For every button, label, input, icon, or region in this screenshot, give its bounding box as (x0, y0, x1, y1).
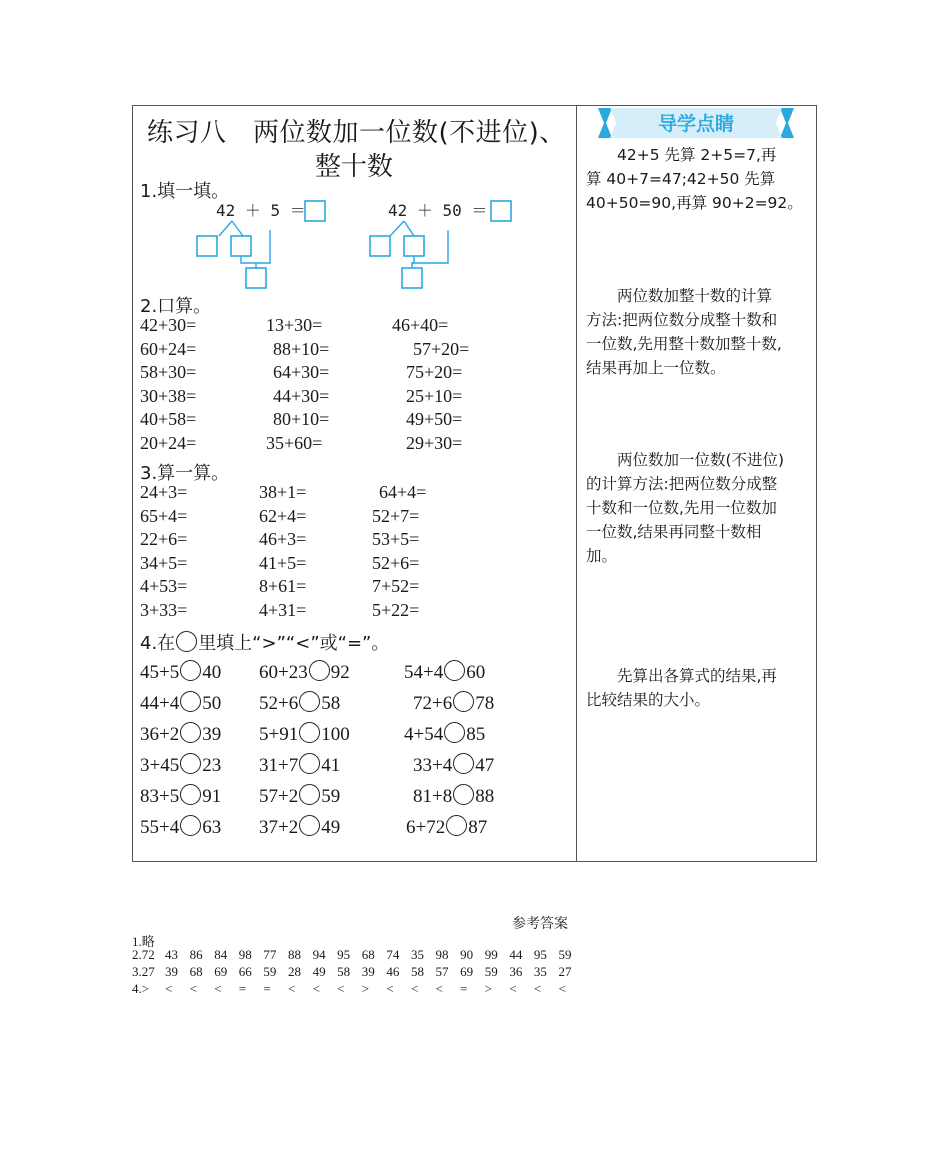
compare-left: 81+8 (413, 786, 453, 807)
compare-item (404, 660, 485, 684)
column-divider (576, 105, 577, 862)
compare-left: 83+5 (140, 786, 180, 807)
calculation-item: 34+5= (140, 552, 188, 573)
compare-circle[interactable] (180, 784, 201, 805)
compare-left: 60+23 (259, 662, 308, 683)
compare-circle[interactable] (299, 815, 320, 836)
answer-value: < (312, 981, 320, 996)
guide-tip-line: 加。 (586, 547, 618, 565)
compare-circle[interactable] (453, 753, 474, 774)
compare-left: 4+54 (404, 724, 444, 745)
guide-tip (586, 284, 810, 380)
split-box-left-1 (197, 236, 217, 256)
answer-value: 95 (533, 947, 547, 962)
compare-item (406, 815, 487, 839)
answer-value: < (558, 981, 566, 996)
calculation-item: 41+5= (259, 552, 307, 573)
answer-value: 58 (337, 964, 351, 979)
calculation-item: 46+3= (259, 529, 307, 549)
answer-value: < (435, 981, 443, 996)
answer-value: 88 (287, 947, 301, 962)
answer-value: 43 (165, 947, 178, 962)
compare-circle[interactable] (453, 691, 474, 712)
compare-item (140, 660, 221, 684)
calculation-item: 7+52= (372, 576, 420, 596)
guide-tip-line: 结果再加上一位数。 (586, 359, 726, 377)
guide-tip (586, 664, 810, 712)
compare-circle[interactable] (309, 660, 330, 681)
compare-right: 60 (466, 662, 486, 683)
guide-tip-line: 比较结果的大小。 (586, 691, 711, 709)
answer-value: 59 (263, 964, 277, 979)
calculation-item: 62+4= (259, 505, 307, 526)
answers-line-4 (132, 981, 583, 997)
compare-right: 58 (321, 693, 341, 714)
guide-tip-line: 十数和一位数,先用一位数加 (586, 499, 777, 517)
compare-item (140, 784, 221, 808)
mental-math-item: 60+24= (140, 338, 197, 359)
calculation-item: 4+31= (259, 599, 307, 620)
compare-circle[interactable] (180, 660, 201, 681)
answer-value: 69 (460, 964, 474, 979)
calculation-item: 52+7= (372, 505, 420, 526)
answer-value: 57 (435, 964, 449, 979)
answer-value: 98 (238, 947, 252, 962)
answer-value: 39 (165, 964, 178, 979)
answer-value: 59 (484, 964, 498, 979)
compare-right: 23 (202, 755, 222, 776)
answer-value: < (533, 981, 542, 996)
mental-math-item: 57+20= (413, 338, 470, 359)
mental-math-item: 35+60= (266, 432, 323, 453)
compare-left: 57+2 (259, 786, 299, 807)
mental-math-item: 80+10= (273, 409, 330, 429)
answers-title: 参考答案 (512, 916, 568, 932)
answer-value: 95 (337, 947, 351, 962)
compare-left: 6+72 (406, 817, 446, 838)
answers-line-3 (132, 964, 583, 980)
guide-tip-line: 的计算方法:把两位数分成整 (586, 475, 778, 493)
section4-heading (140, 629, 389, 655)
answer-value: < (165, 981, 173, 996)
answer-value: < (189, 981, 197, 996)
compare-item (140, 722, 221, 746)
mental-math-item: 42+30= (140, 315, 197, 335)
mental-math-item: 46+40= (392, 315, 449, 335)
compare-right: 92 (330, 662, 350, 683)
mental-math-item: 30+38= (140, 385, 197, 406)
mental-math-item: 75+20= (406, 362, 463, 382)
answer-value: 69 (214, 964, 228, 979)
mental-math-item: 40+58= (140, 409, 197, 429)
page-title-line2: 整十数 (315, 152, 394, 182)
page-title: 练习八 两位数加一位数(不进位)、 (147, 118, 566, 148)
compare-circle[interactable] (180, 753, 201, 774)
answer-value: 3.27 (132, 964, 155, 979)
compare-item (140, 815, 221, 839)
guide-banner (598, 106, 794, 140)
calculation-item: 64+4= (379, 482, 427, 502)
answer-value: 86 (189, 947, 203, 962)
guide-tip-line: 一位数,结果再同整十数相 (586, 523, 762, 541)
compare-circle[interactable] (453, 784, 474, 805)
calculation-item: 53+5= (372, 529, 420, 549)
answer-value: 59 (558, 947, 572, 962)
calculation-item: 5+22= (372, 599, 420, 620)
mental-math-item: 29+30= (406, 432, 463, 453)
answer-value: 28 (287, 964, 301, 979)
answer-value: < (214, 981, 222, 996)
diagram-left-expression: 42 ＋ 5 ＝ (216, 201, 306, 220)
split-box-right-2 (404, 236, 424, 256)
fill-in-diagram (190, 196, 530, 290)
calculation-item: 65+4= (140, 505, 188, 526)
mental-math-item: 88+10= (273, 338, 330, 359)
calculation-item: 22+6= (140, 529, 188, 549)
compare-item (140, 753, 221, 777)
answer-value: 68 (189, 964, 203, 979)
compare-right: 41 (321, 755, 341, 776)
compare-circle[interactable] (444, 722, 465, 743)
answer-value: = (263, 981, 271, 996)
diagram-right-expression: 42 ＋ 50 ＝ (388, 201, 488, 220)
calculation-item: 52+6= (372, 552, 420, 573)
answer-value: = (238, 981, 247, 996)
split-box-left-2 (231, 236, 251, 256)
mental-math-item: 64+30= (273, 362, 330, 382)
answer-value: < (410, 981, 419, 996)
section4-heading-post: 里填上“>”“<”或“=”。 (198, 633, 390, 654)
section2-heading: 2.口算。 (140, 296, 212, 317)
calculation-item: 3+33= (140, 599, 188, 620)
calculation-item: 8+61= (259, 576, 307, 596)
compare-right: 87 (468, 817, 488, 838)
compare-left: 36+2 (140, 724, 180, 745)
mental-math-item: 44+30= (273, 385, 330, 406)
answer-value: < (337, 981, 345, 996)
compare-circle[interactable] (299, 691, 320, 712)
guide-tip-line: 两位数加整十数的计算 (617, 287, 773, 305)
compare-circle[interactable] (446, 815, 467, 836)
sum-box-right (402, 268, 422, 288)
compare-circle[interactable] (299, 753, 320, 774)
compare-circle[interactable] (444, 660, 465, 681)
compare-item (259, 753, 340, 777)
compare-item (259, 660, 350, 684)
compare-left: 44+4 (140, 693, 180, 714)
compare-right: 50 (202, 693, 222, 714)
answer-value: 36 (509, 964, 523, 979)
compare-item (404, 722, 485, 746)
compare-item (413, 753, 494, 777)
calculation-item: 24+3= (140, 482, 188, 502)
compare-left: 31+7 (259, 755, 299, 776)
compare-right: 100 (321, 724, 350, 745)
answer-value: > (361, 981, 370, 996)
section4-heading-pre: 4.在 (140, 633, 176, 654)
answer-value: 35 (533, 964, 547, 979)
compare-circle[interactable] (299, 722, 320, 743)
mental-math-item: 25+10= (406, 385, 463, 406)
answer-value: 2.72 (132, 947, 155, 962)
compare-left: 33+4 (413, 755, 453, 776)
compare-item (413, 691, 494, 715)
compare-left: 37+2 (259, 817, 299, 838)
compare-item (259, 815, 340, 839)
compare-left: 3+45 (140, 755, 180, 776)
answer-value: 68 (361, 947, 375, 962)
answers-line-2 (132, 947, 583, 963)
answer-value: 35 (410, 947, 424, 962)
compare-left: 72+6 (413, 693, 453, 714)
answer-value: 99 (484, 947, 498, 962)
sum-box-left (246, 268, 266, 288)
answer-value: 44 (509, 947, 523, 962)
compare-right: 40 (202, 662, 222, 683)
answer-value: 27 (558, 964, 572, 979)
compare-right: 59 (321, 786, 341, 807)
guide-tip (586, 143, 810, 215)
compare-right: 78 (475, 693, 495, 714)
answer-box-right (491, 201, 511, 221)
answer-value: > (484, 981, 493, 996)
circle-icon (176, 631, 197, 652)
guide-tip-line: 两位数加一位数(不进位) (617, 451, 785, 469)
compare-left: 54+4 (404, 662, 444, 683)
compare-item (259, 691, 340, 715)
answer-value: 94 (312, 947, 326, 962)
answer-value: 66 (238, 964, 252, 979)
answer-value: 46 (386, 964, 400, 979)
guide-tip-line: 先算出各算式的结果,再 (617, 667, 777, 685)
mental-math-item: 58+30= (140, 362, 197, 382)
answer-value: = (460, 981, 468, 996)
guide-tip-line: 40+50=90,再算 90+2=92。 (586, 194, 803, 212)
mental-math-item: 49+50= (406, 409, 463, 429)
section3-heading: 3.算一算。 (140, 463, 230, 484)
compare-circle[interactable] (299, 784, 320, 805)
compare-circle[interactable] (180, 722, 201, 743)
compare-circle[interactable] (180, 691, 201, 712)
calculation-item: 4+53= (140, 576, 188, 596)
compare-right: 85 (466, 724, 486, 745)
answer-value: 77 (263, 947, 277, 962)
compare-right: 39 (202, 724, 222, 745)
compare-right: 49 (321, 817, 341, 838)
mental-math-item: 13+30= (266, 315, 323, 335)
split-box-right-1 (370, 236, 390, 256)
answer-value: 98 (435, 947, 449, 962)
compare-left: 45+5 (140, 662, 180, 683)
answers-line-1: 1.略 (132, 934, 155, 949)
compare-item (259, 722, 350, 746)
compare-right: 47 (475, 755, 495, 776)
answer-box-left (305, 201, 325, 221)
answer-value: 90 (460, 947, 474, 962)
answer-value: 84 (214, 947, 228, 962)
compare-left: 5+91 (259, 724, 299, 745)
compare-item (140, 691, 221, 715)
answer-value: < (386, 981, 394, 996)
guide-tip-line: 42+5 先算 2+5=7,再 (617, 146, 777, 164)
answer-value: 4.> (132, 981, 150, 996)
compare-item (259, 784, 340, 808)
answer-value: 58 (410, 964, 424, 979)
compare-item (413, 784, 494, 808)
compare-left: 52+6 (259, 693, 299, 714)
guide-tip-line: 方法:把两位数分成整十数和 (586, 311, 778, 329)
guide-tip-line: 一位数,先用整十数加整十数, (586, 335, 782, 353)
answer-value: < (509, 981, 517, 996)
guide-tip-line: 算 40+7=47;42+50 先算 (586, 170, 776, 188)
banner-title: 导学点睛 (657, 113, 735, 135)
compare-left: 55+4 (140, 817, 180, 838)
compare-right: 63 (202, 817, 222, 838)
compare-right: 88 (475, 786, 495, 807)
mental-math-item: 20+24= (140, 432, 197, 453)
compare-right: 91 (202, 786, 222, 807)
section1-heading: 1.填一填。 (140, 181, 230, 202)
answer-value: < (287, 981, 296, 996)
answer-value: 74 (386, 947, 400, 962)
calculation-item: 38+1= (259, 482, 307, 502)
answer-value: 49 (312, 964, 326, 979)
answer-value: 39 (361, 964, 375, 979)
compare-circle[interactable] (180, 815, 201, 836)
guide-tip (586, 448, 810, 568)
